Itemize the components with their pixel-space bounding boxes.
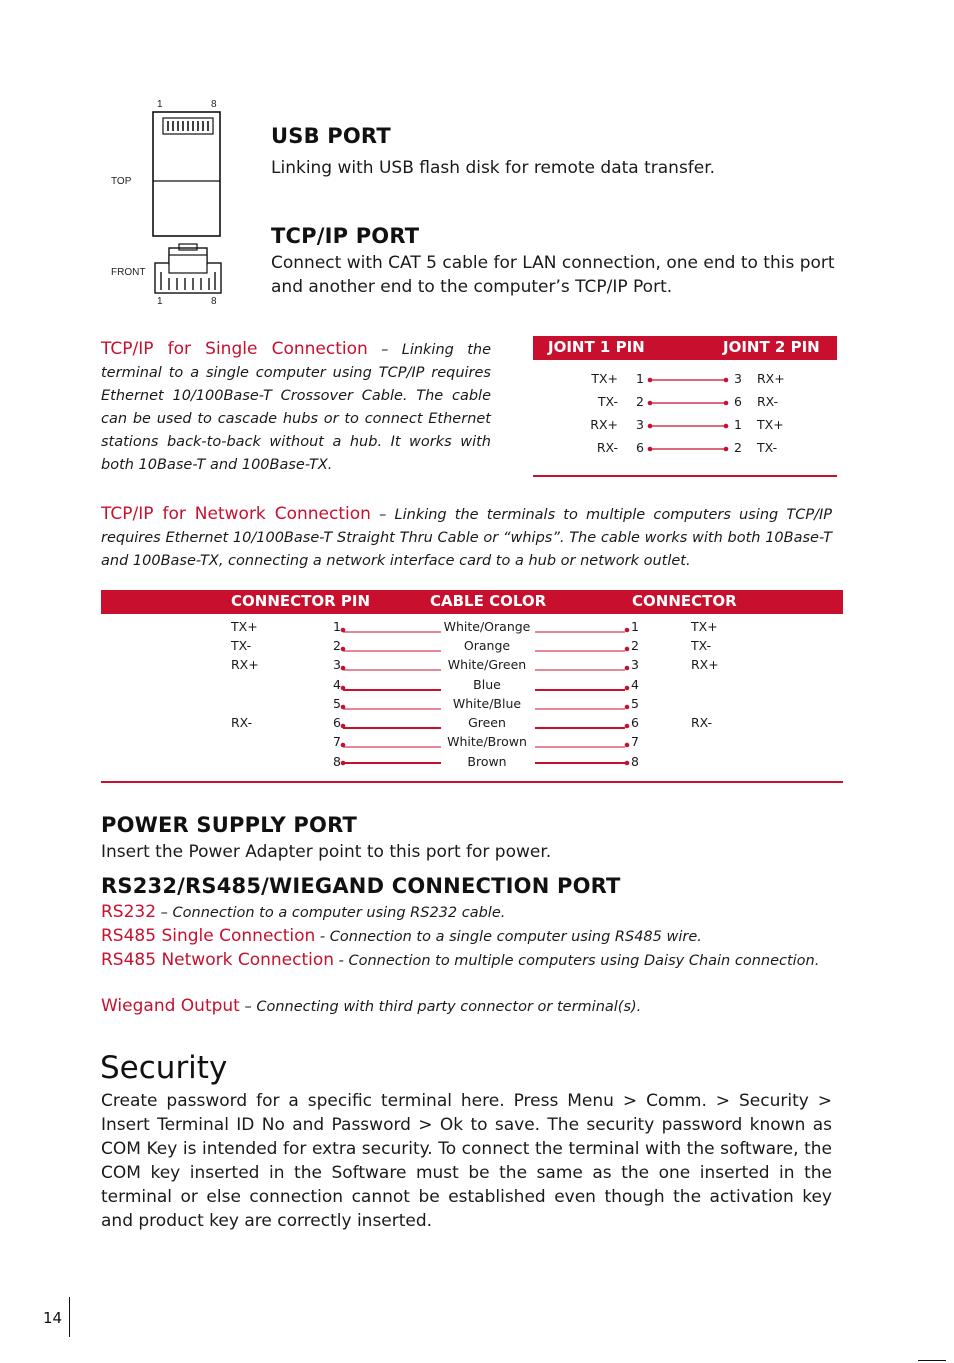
joint-2-pin-header: JOINT 2 PIN — [723, 338, 820, 356]
conn-right-wire — [533, 626, 631, 635]
joint-right-pin: 3 — [734, 371, 742, 386]
conn-right-wire — [533, 664, 631, 673]
conn-right-wire — [533, 645, 631, 654]
rs232-line — [101, 901, 832, 924]
connector-table-header — [101, 590, 843, 614]
rs485-single-line — [101, 925, 832, 948]
rs485-single-dash: - — [315, 929, 330, 945]
conn-left-pin: 5 — [333, 696, 341, 711]
joint-wire — [647, 377, 729, 383]
connector-pin-header: CONNECTOR PIN — [231, 592, 371, 610]
rj45-connector-diagram — [145, 108, 230, 298]
joint-right-signal: RX+ — [757, 371, 785, 386]
rs232-label: RS232 — [101, 902, 157, 922]
network-connection-paragraph — [101, 503, 832, 572]
connector-table-bottom-rule — [101, 781, 843, 783]
rs485-network-text: Connection to multiple computers using Daisy Chain connection. — [348, 953, 820, 969]
joint-right-pin: 2 — [734, 440, 742, 455]
joint-right-pin: 1 — [734, 417, 742, 432]
conn-cable-color: Orange — [463, 638, 511, 653]
joint-right-signal: RX- — [757, 394, 779, 409]
conn-cable-color: Brown — [467, 754, 507, 769]
joint-left-pin: 6 — [636, 440, 644, 455]
joint-table-header — [533, 336, 837, 360]
conn-right-pin: 2 — [631, 638, 639, 653]
connector-table-body — [101, 618, 843, 778]
conn-left-pin: 7 — [333, 734, 341, 749]
network-connection-text: Linking the terminals to multiple computers using TCP/IP requires Ethernet 10/100Base-T Straight Thru Cable or “whips”. The cable works with both 10Base-T and 100Base-TX, connecting a network interface card to a hub or network outlet. — [101, 507, 833, 569]
conn-cable-color: White/Green — [447, 657, 527, 672]
joint-row — [533, 392, 837, 414]
connector-row — [101, 714, 843, 733]
wiegand-line — [101, 995, 832, 1018]
power-supply-text: Insert the Power Adapter point to this port for power. — [101, 842, 552, 862]
conn-right-signal: TX+ — [691, 619, 718, 634]
joint-table-bottom-rule — [533, 475, 837, 477]
conn-left-signal: RX- — [231, 715, 253, 730]
joint-left-pin: 2 — [636, 394, 644, 409]
conn-right-signal: RX- — [691, 715, 713, 730]
diagram-front-pin-right: 8 — [211, 296, 217, 307]
joint-wire — [647, 446, 729, 452]
single-connection-dash: – — [367, 342, 402, 358]
diagram-front-pin-left: 1 — [157, 296, 163, 307]
connector-row — [101, 618, 843, 637]
security-heading: Security — [100, 1050, 228, 1086]
single-connection-label: TCP/IP for Single Connection — [101, 339, 368, 359]
connector-row — [101, 676, 843, 695]
conn-right-pin: 5 — [631, 696, 639, 711]
conn-left-signal: TX- — [231, 638, 252, 653]
conn-right-pin: 3 — [631, 657, 639, 672]
wiegand-label: Wiegand Output — [101, 996, 240, 1016]
tcpip-port-text: Connect with CAT 5 cable for LAN connection, one end to this port and another end to the computer’s TCP/IP Port. — [271, 253, 835, 297]
power-supply-heading: POWER SUPPLY PORT — [101, 813, 358, 837]
network-connection-dash: – — [370, 507, 395, 523]
joint-left-pin: 1 — [636, 371, 644, 386]
wiegand-text: Connecting with third party connector or terminal(s). — [256, 999, 642, 1015]
conn-right-pin: 1 — [631, 619, 639, 634]
connector-row — [101, 695, 843, 714]
joint-left-signal: TX+ — [591, 371, 618, 386]
rs485-single-label: RS485 Single Connection — [101, 926, 316, 946]
joint-row — [533, 415, 837, 437]
conn-right-wire — [533, 741, 631, 750]
conn-left-pin: 3 — [333, 657, 341, 672]
rs485-single-text: Connection to a single computer using RS485 wire. — [329, 929, 702, 945]
joint-right-pin: 6 — [734, 394, 742, 409]
joint-table-body — [533, 366, 837, 466]
conn-right-pin: 7 — [631, 734, 639, 749]
conn-cable-color: Green — [468, 715, 506, 730]
tcpip-port-heading: TCP/IP PORT — [271, 224, 420, 248]
usb-port-text: Linking with USB flash disk for remote data transfer. — [271, 158, 716, 178]
page-number: 14 — [43, 1309, 63, 1327]
joint-left-signal: RX+ — [590, 417, 618, 432]
conn-left-pin: 6 — [333, 715, 341, 730]
rs232-dash: – — [156, 905, 173, 921]
conn-right-signal: RX+ — [691, 657, 719, 672]
connector-row — [101, 637, 843, 656]
joint-wire — [647, 400, 729, 406]
corner-mark — [918, 1360, 946, 1361]
joint-wire — [647, 423, 729, 429]
joint-right-signal: TX- — [757, 440, 778, 455]
single-connection-paragraph — [101, 338, 491, 476]
wiegand-dash: – — [239, 999, 257, 1015]
joint-1-pin-header: JOINT 1 PIN — [548, 338, 645, 356]
joint-right-signal: TX+ — [757, 417, 784, 432]
conn-cable-color: White/Blue — [452, 696, 522, 711]
conn-left-pin: 8 — [333, 754, 341, 769]
usb-port-heading: USB PORT — [271, 124, 391, 148]
conn-left-signal: RX+ — [231, 657, 259, 672]
security-text: Create password for a specific terminal here. Press Menu > Comm. > Security > Insert Terminal ID No and Password > Ok to save. The security password known as COM Key is intended for extra security. To connect the terminal with the software, the COM key inserted in the Software must be the same as the one inserted in the terminal or else connection cannot be established even though the activation key and product key are correctly inserted. — [101, 1091, 832, 1231]
conn-right-pin: 8 — [631, 754, 639, 769]
joint-row — [533, 369, 837, 391]
conn-right-wire — [533, 759, 631, 768]
joint-row — [533, 438, 837, 460]
rs485-network-label: RS485 Network Connection — [101, 950, 335, 970]
diagram-front-label: FRONT — [111, 267, 146, 278]
conn-right-pin: 4 — [631, 677, 639, 692]
cable-color-header: CABLE COLOR — [430, 592, 547, 610]
rs232-text: Connection to a computer using RS232 cable. — [172, 905, 506, 921]
conn-cable-color: White/Orange — [443, 619, 531, 634]
conn-right-wire — [533, 703, 631, 712]
connector-header: CONNECTOR — [632, 592, 737, 610]
rs485-network-dash: - — [334, 953, 349, 969]
diagram-top-pin-right: 8 — [211, 99, 217, 110]
connector-row — [101, 656, 843, 675]
conn-right-wire — [533, 722, 631, 731]
footer-divider — [69, 1297, 70, 1337]
connector-row — [101, 753, 843, 772]
conn-right-signal: TX- — [691, 638, 712, 653]
conn-right-pin: 6 — [631, 715, 639, 730]
conn-cable-color: White/Brown — [447, 734, 527, 749]
connector-row — [101, 733, 843, 752]
network-connection-label: TCP/IP for Network Connection — [101, 504, 371, 524]
conn-left-pin: 1 — [333, 619, 341, 634]
diagram-top-pin-left: 1 — [157, 99, 163, 110]
conn-left-pin: 4 — [333, 677, 341, 692]
diagram-top-label: TOP — [111, 176, 132, 187]
rs485-network-line — [101, 949, 832, 972]
conn-left-pin: 2 — [333, 638, 341, 653]
single-connection-text: Linking the terminal to a single computer using TCP/IP requires Ethernet 10/100Base-T Crossover Cable. The cable can be used to cascade hubs or to connect Ethernet stations back-to-back without a hub. It works with both 10Base-T and 100Base-TX. — [101, 342, 491, 473]
joint-left-signal: RX- — [596, 440, 618, 455]
conn-cable-color: Blue — [473, 677, 501, 692]
conn-left-signal: TX+ — [231, 619, 258, 634]
joint-left-pin: 3 — [636, 417, 644, 432]
joint-left-signal: TX- — [597, 394, 618, 409]
rs-port-heading: RS232/RS485/WIEGAND CONNECTION PORT — [101, 874, 621, 898]
conn-right-wire — [533, 684, 631, 693]
